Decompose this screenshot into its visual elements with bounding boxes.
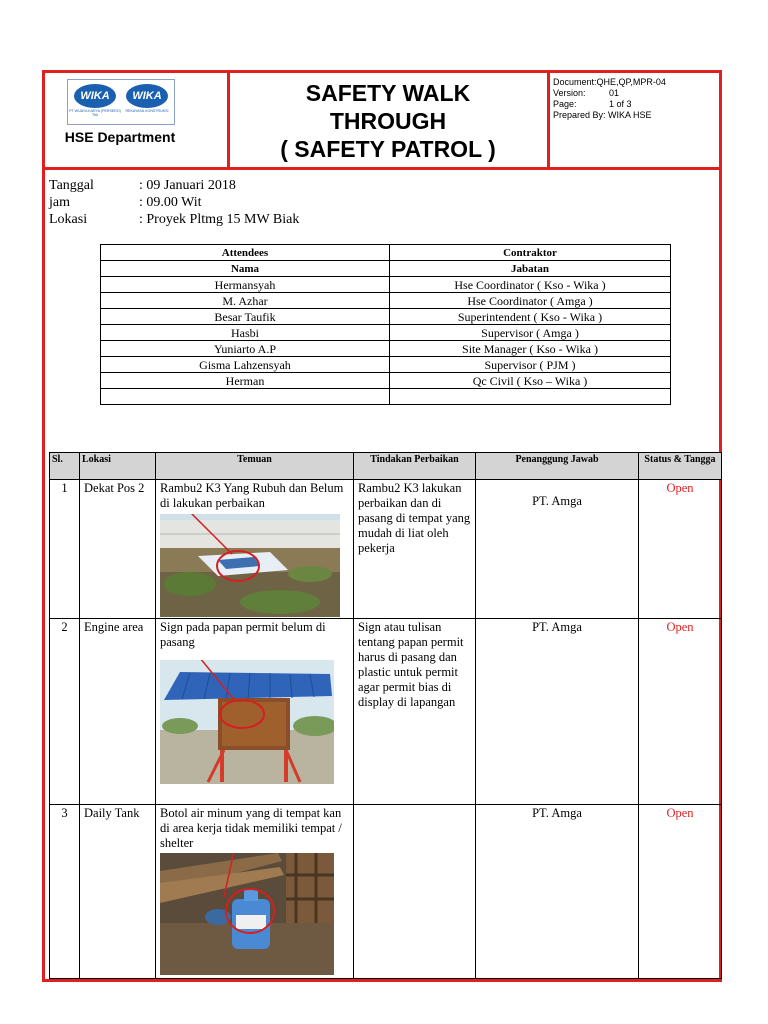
col-header-status: Status & Tangga: [639, 453, 722, 480]
table-row: 1 Dekat Pos 2 Rambu2 K3 Yang Rubuh dan Belum di lakukan perbaikan Rambu2 K3 lakukan perbaikan dan di pasang di tempat yang mudah di liat oleh pekerja PT. Amga Open: [50, 480, 722, 619]
jabatan-header: Jabatan: [390, 261, 671, 277]
document-title: SAFETY WALK THROUGH ( SAFETY PATROL ): [280, 80, 496, 162]
document-header: [45, 73, 719, 170]
header-divider: [547, 73, 550, 167]
table-row: Besar Taufik Superintendent ( Kso - Wika ): [101, 309, 671, 325]
nama-header: Nama: [101, 261, 390, 277]
contractor-header: Contraktor: [390, 245, 671, 261]
findings-table: [49, 452, 722, 979]
status-badge: Open: [639, 805, 722, 979]
table-row: Hasbi Supervisor ( Amga ): [101, 325, 671, 341]
attendees-table: [100, 244, 671, 405]
table-row: 3 Daily Tank Botol air minum yang di tempat kan di area kerja tidak memiliki tempat / shelter PT. Amga Open: [50, 805, 722, 979]
table-row: 2 Engine area Sign pada papan permit belum di pasang Sign atau tulisan tentang papan permit harus di pasang dan plastic untuk permit agar permit bias di display di lapangan PT. Amga Open: [50, 619, 722, 805]
table-row: [101, 389, 671, 405]
document-frame: [42, 70, 722, 982]
patrol-info: Tanggal : 09 Januari 2018 jam : 09.00 Wit Lokasi : Proyek Pltmg 15 MW Biak: [49, 178, 300, 227]
col-header-lokasi: Lokasi: [80, 453, 156, 480]
table-row: Gisma Lahzensyah Supervisor ( PJM ): [101, 357, 671, 373]
wika-logo: WIKA PT WIJAYA KARYA (PERSERO) Tbk: [74, 84, 116, 114]
col-header-tindakan: Tindakan Perbaikan: [354, 453, 476, 480]
company-logos: [67, 79, 175, 125]
status-badge: Open: [639, 480, 722, 619]
col-header-penanggung-jawab: Penanggung Jawab: [476, 453, 639, 480]
table-row: M. Azhar Hse Coordinator ( Amga ): [101, 293, 671, 309]
finding-photo-water-bottle: [160, 853, 334, 975]
table-row: Herman Qc Civil ( Kso – Wika ): [101, 373, 671, 389]
col-header-temuan: Temuan: [156, 453, 354, 480]
document-info: Document:QHE,QP,MPR-04 Version: 01 Page: 1 of 3 Prepared By: WIKA HSE: [553, 77, 666, 120]
finding-photo-fallen-sign: [160, 514, 340, 617]
table-row: Yuniarto A.P Site Manager ( Kso - Wika ): [101, 341, 671, 357]
department-name: HSE Department: [64, 129, 176, 145]
status-badge: Open: [639, 619, 722, 805]
attendees-header: Attendees: [101, 245, 390, 261]
wika-rekayasa-logo: WIKA REKAYASA KONSTRUKSI: [126, 84, 168, 114]
col-header-no: Sl.: [50, 453, 80, 480]
table-row: Hermansyah Hse Coordinator ( Kso - Wika ): [101, 277, 671, 293]
finding-photo-permit-board: [160, 660, 334, 784]
